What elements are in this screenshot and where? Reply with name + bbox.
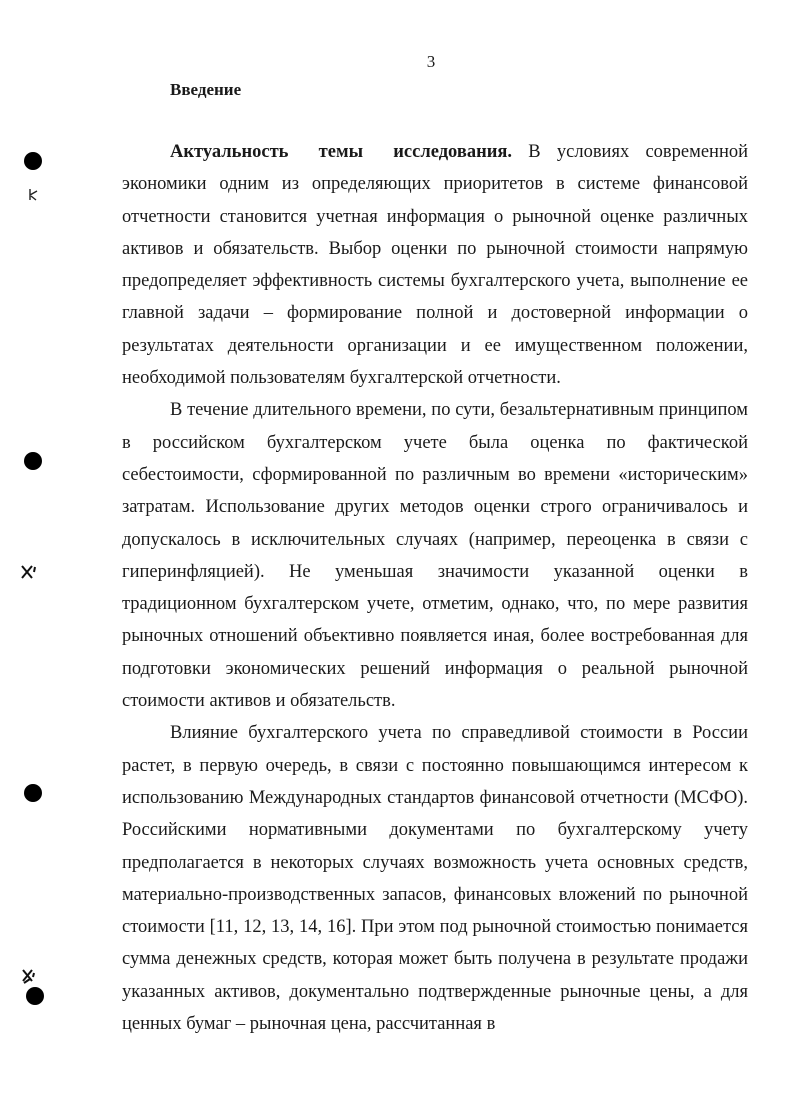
margin-mark-2: [20, 563, 40, 581]
paragraph-2: В течение длительного времени, по сути, безальтернативным принципом в российском бухгалтерском учете была оценка по фактической себестоимости, сформированной по различным во времени «историческим» затратам. Использование других методов оценки строго ограничивалось и допускалось в исключительных случаях (например, переоценка в связи с гиперинфляцией). Не уменьшая значимости указанной оценки в традиционном бухгалтерском учете, отметим, однако, что, по мере развития рыночных отношений объективно появляется иная, более востребованная для подготовки экономических решений информация о реальной рыночной стоимости активов и обязательств.: [122, 400, 748, 712]
punch-hole-3: [24, 784, 42, 802]
paragraph-1: [122, 136, 748, 394]
punch-hole-1: [24, 152, 42, 170]
paragraph-3: Влияние бухгалтерского учета по справедливой стоимости в России растет, в первую очередь, в связи с постоянно повышающимся интересом к использованию Международных стандартов финансовой отчетности (МСФО). Российскими нормативными документами по бухгалтерскому учету предполагается в некоторых случаях возможность учета основных средств, материально-производственных запасов, финансовых вложений по рыночной стоимости [11, 12, 13, 14, 16]. При этом под рыночной стоимостью понимается сумма денежных средств, которая может быть получена в результате продажи указанных активов, документально подтвержденные рыночные цены, а для ценных бумаг – рыночная цена, рассчитанная в: [122, 723, 748, 1035]
punch-hole-4: [26, 987, 44, 1005]
body-text: [122, 136, 748, 1040]
margin-mark-3: [20, 967, 40, 987]
section-heading: Введение: [170, 80, 242, 99]
punch-hole-2: [24, 452, 42, 470]
paragraph-1-lead: Актуальность темы исследования.: [170, 142, 513, 162]
margin-mark-1: [28, 188, 40, 202]
paragraph-1-text: В условиях современной экономики одним из определяющих приоритетов в системе финансовой отчетности становится учетная информация о рыночной оценке различных активов и обязательств. Выбор оценки по рыночной стоимости напрямую предопределяет эффективность системы бухгалтерского учета, выполнение ее главной задачи – формирование полной и достоверной информации о результатах деятельности организации и ее имущественном положении, необходимой пользователям бухгалтерской отчетности.: [122, 142, 748, 389]
page-number: 3: [426, 52, 436, 71]
